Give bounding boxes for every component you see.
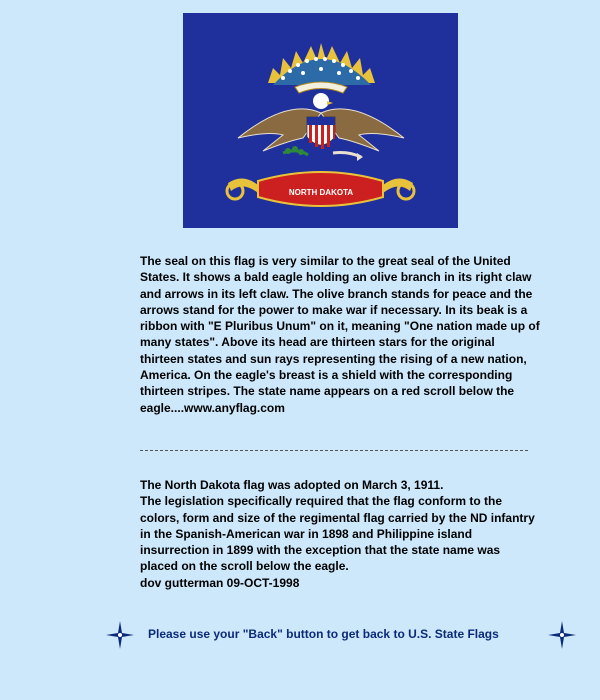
legislation-text: The legislation specifically required that the flag conform to the colors, form and size of the regimental flag carried by the ND infantry in the Spanish-American war in 1898 and Philippine island insurrection in 1899 with the exception that the state name was placed on the scroll below the eagle. <box>140 494 535 574</box>
flag-history <box>140 477 540 591</box>
north-dakota-flag-image <box>183 13 458 228</box>
adoption-date-text: The North Dakota flag was adopted on March 3, 1911. <box>140 478 444 492</box>
flag-scroll-text: NORTH DAKOTA <box>288 188 354 197</box>
compass-star-icon <box>547 620 577 650</box>
flag-description-text: The seal on this flag is very similar to the great seal of the United States. It shows a bald eagle holding an olive branch in its right claw and arrows in its left claw. The olive branch stands for peace and the arrows stand for the power to make war if necessary. In its beak is a ribbon with "E Pluribus Unum" on it, meaning "One nation made up of many states". Above its head are thirteen stars for the original thirteen states and sun rays representing the rising of a new nation, America. On the eagle's breast is a shield with the corresponding thirteen stripes. The state name appears on a red scroll below the eagle....www.anyflag.com <box>140 254 540 415</box>
flag-description <box>140 253 540 416</box>
back-to-state-flags-link[interactable]: Please use your "Back" button to get back to U.S. State Flags <box>148 627 499 641</box>
footer-nav <box>105 620 575 650</box>
author-credit-text: dov gutterman 09-OCT-1998 <box>140 575 300 590</box>
compass-star-icon <box>105 620 135 650</box>
section-divider <box>140 450 528 451</box>
